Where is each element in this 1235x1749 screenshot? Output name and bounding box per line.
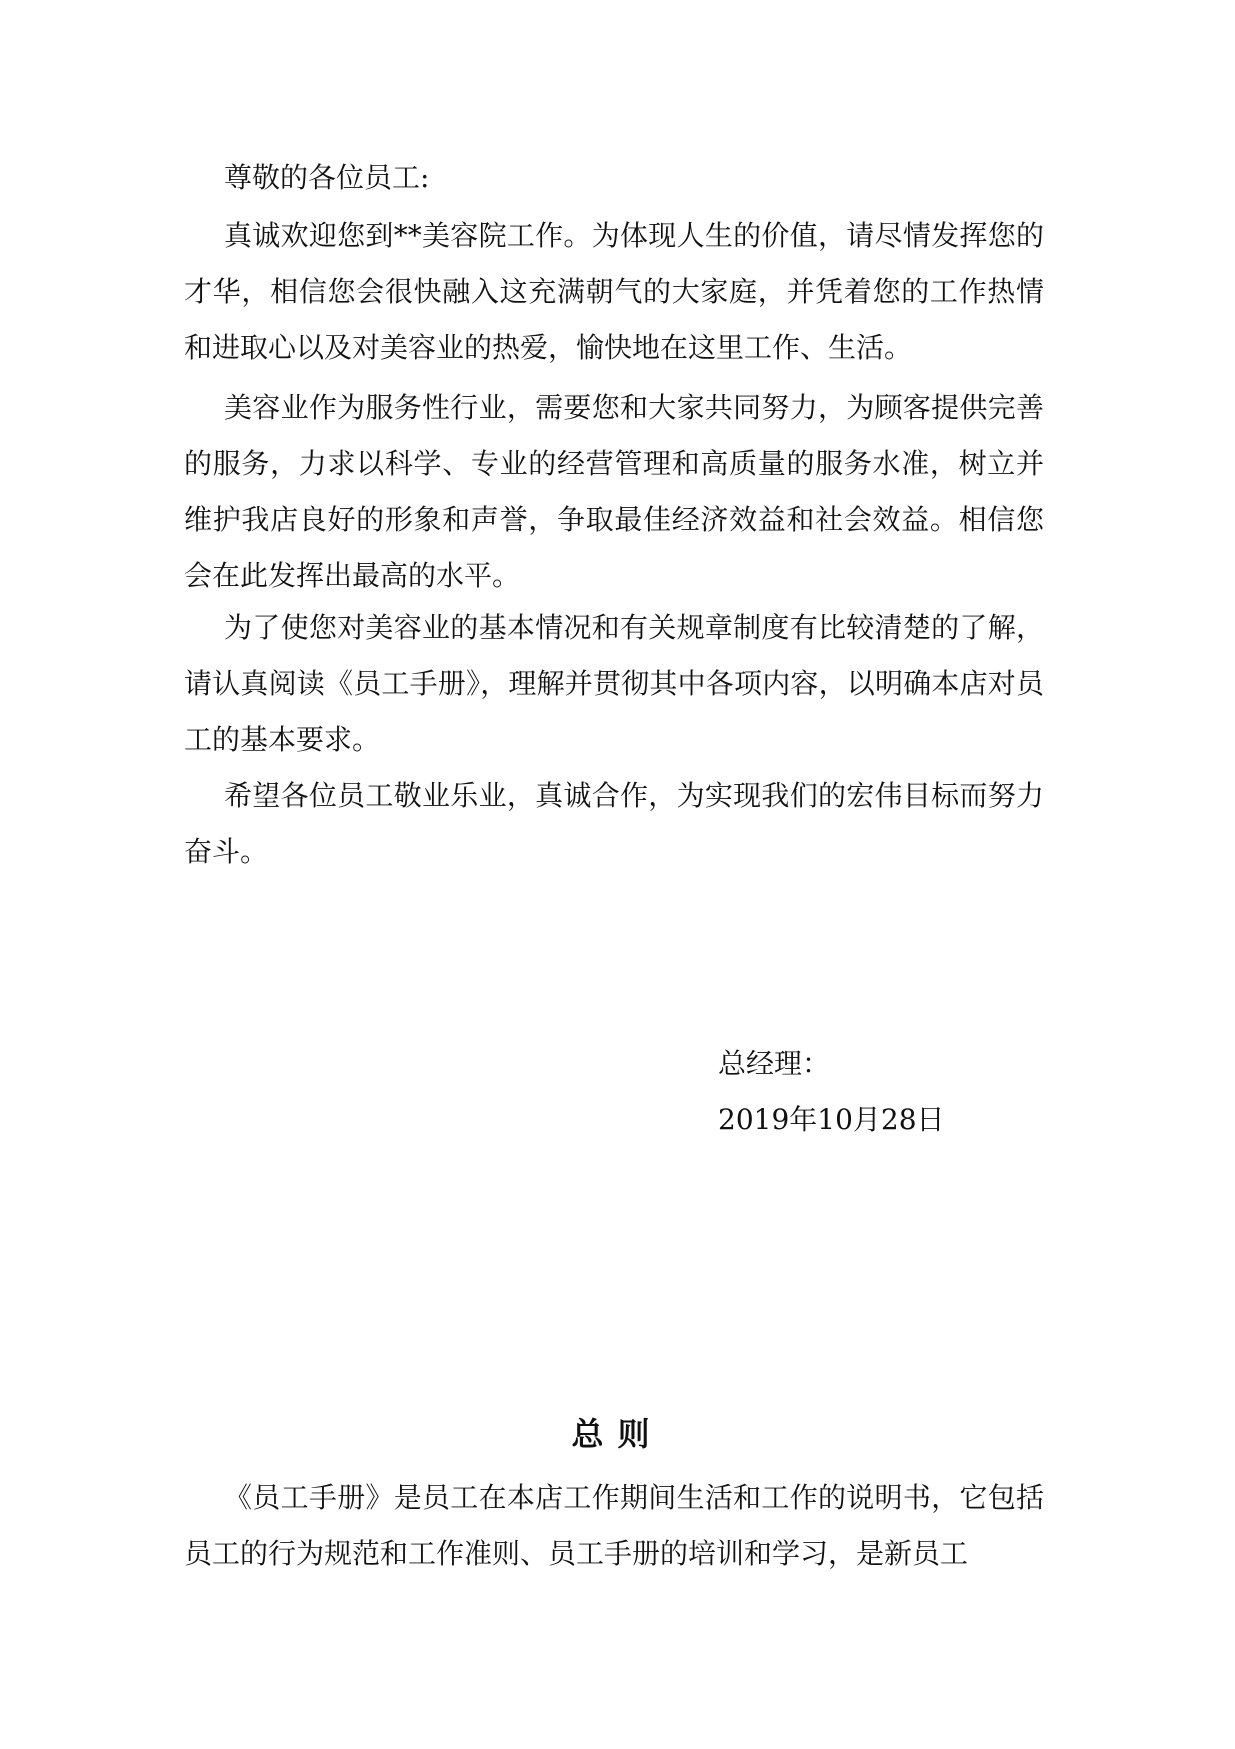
section-heading: 总则 <box>571 1415 664 1453</box>
signature-date: 2019年10月28日 <box>718 1103 945 1136</box>
section-paragraph: 《员工手册》是员工在本店工作期间生活和工作的说明书，它包括员工的行为规范和工作准则、员工手册的培训和学习，是新员工 <box>184 1481 1044 1570</box>
letter-paragraph: 为了使您对美容业的基本情况和有关规章制度有比较清楚的了解，请认真阅读《员工手册》，理解并贯彻其中各项内容，以明确本店对员工的基本要求。 <box>184 611 1044 756</box>
letter-paragraph: 希望各位员工敬业乐业，真诚合作，为实现我们的宏伟目标而努力奋斗。 <box>184 779 1044 868</box>
signature-title: 总经理： <box>718 1047 831 1080</box>
letter-paragraph: 美容业作为服务性行业，需要您和大家共同努力，为顾客提供完善的服务，力求以科学、专业的经营管理和高质量的服务水准，树立并维护我店良好的形象和声誉，争取最佳经济效益和社会效益。相信您会在此发挥出最高的水平。 <box>184 391 1044 592</box>
letter-paragraph: 真诚欢迎您到**美容院工作。为体现人生的价值，请尽情发挥您的才华，相信您会很快融入这充满朝气的大家庭，并凭着您的工作热情和进取心以及对美容业的热爱，愉快地在这里工作、生活。 <box>184 219 1044 364</box>
letter-salutation: 尊敬的各位员工: <box>224 161 430 194</box>
